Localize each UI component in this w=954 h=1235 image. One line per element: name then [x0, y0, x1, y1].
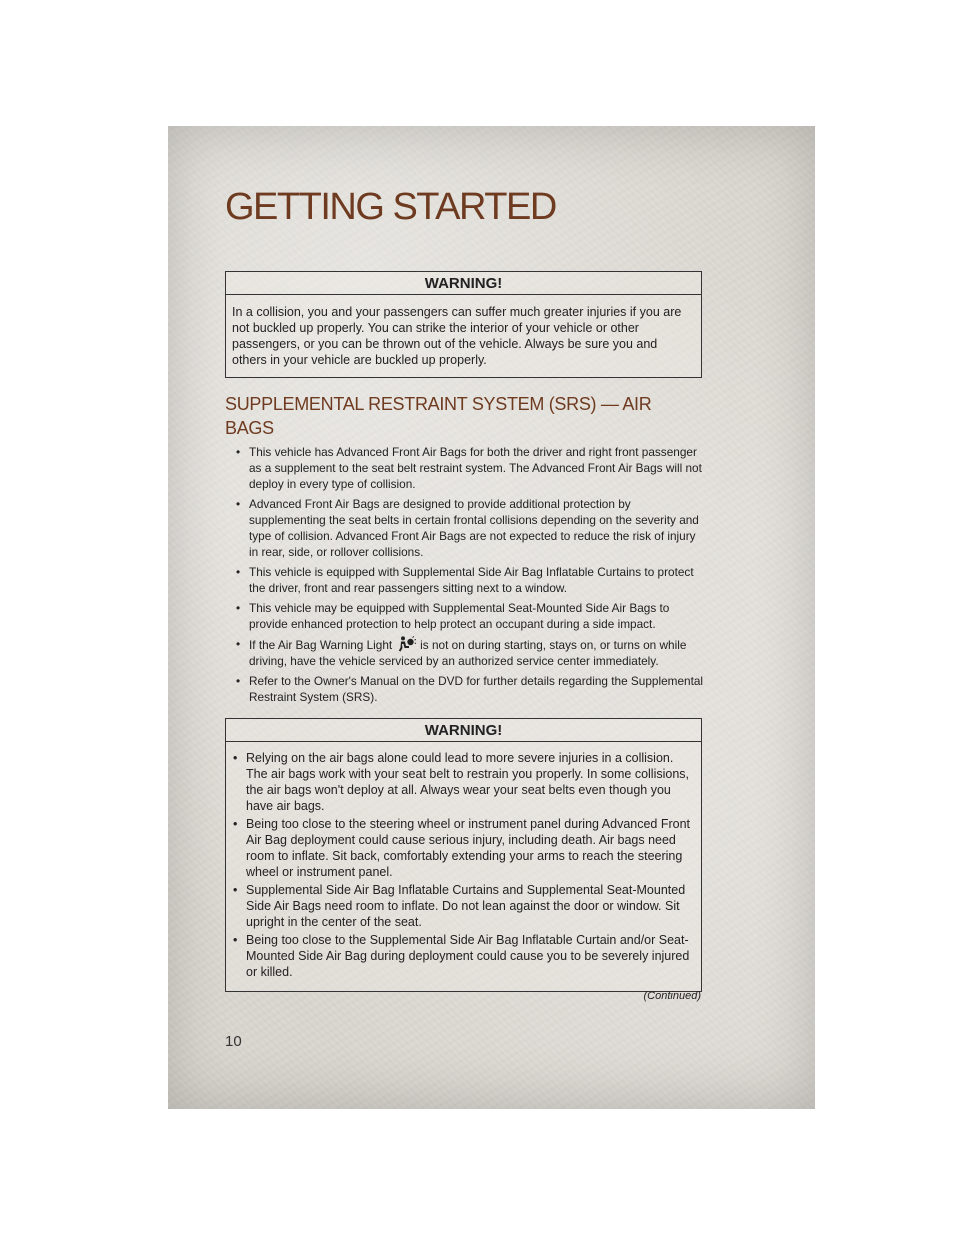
list-item: • This vehicle is equipped with Supplemental Side Air Bag Inflatable Curtains to protect the driver, front and rear passengers sitting next to a window.: [236, 564, 706, 596]
warning-light-text-before: If the Air Bag Warning Light: [249, 638, 393, 652]
warning-list: [226, 742, 701, 991]
list-item: • Refer to the Owner's Manual on the DVD for further details regarding the Supplemental Restraint System (SRS).: [236, 673, 706, 705]
continued-label: (Continued): [643, 990, 701, 1002]
airbag-bullet-list: [236, 444, 706, 709]
list-item-warning-light: [236, 636, 706, 669]
list-item: • Being too close to the steering wheel or instrument panel during Advanced Front Air Bag deployment could cause serious injury, including death. Air bags need room to inflate. Sit back, comfortably extending your arms to reach the steering wheel or instrument panel.: [232, 816, 693, 880]
list-item: • This vehicle has Advanced Front Air Bags for both the driver and right front passenger as a supplement to the seat belt restraint system. The Advanced Front Air Bags will not deploy in every type of collision.: [236, 444, 706, 492]
warning-text: In a collision, you and your passengers can suffer much greater injuries if you are not buckled up properly. You can strike the interior of your vehicle or other passengers, or you can be thrown out of the vehicle. Always be sure you and others in your vehicle are buckled up properly.: [232, 305, 682, 367]
warning-light-text-after: is not on during starting, stays on, or turns on while driving, have the vehicle serviced by an authorized service center immediately.: [249, 638, 687, 668]
warning-box-airbags: [225, 718, 702, 992]
manual-page: [168, 126, 815, 1109]
list-item: • Relying on the air bags alone could lead to more severe injuries in a collision. The air bags work with your seat belt to restrain you properly. In some collisions, the air bags won't deploy at all. Always wear your seat belts even though you have air bags.: [232, 750, 693, 814]
section-title: SUPPLEMENTAL RESTRAINT SYSTEM (SRS) — AIR BAGS: [225, 394, 652, 438]
list-item: • Being too close to the Supplemental Side Air Bag Inflatable Curtain and/or Seat-Mounted Side Air Bag during deployment could cause you to be severely injured or killed.: [232, 932, 693, 980]
warning-box-seatbelt: [225, 271, 702, 378]
warning-heading: WARNING!: [226, 719, 701, 742]
list-item: • This vehicle may be equipped with Supplemental Seat-Mounted Side Air Bags to provide enhanced protection to help protect an occupant during a side impact.: [236, 600, 706, 632]
air-bag-warning-light-icon: [396, 636, 416, 652]
list-item: • Supplemental Side Air Bag Inflatable Curtains and Supplemental Seat-Mounted Side Air Bags need room to inflate. Do not lean against the door or window. Sit upright in the center of the seat.: [232, 882, 693, 930]
warning-heading: WARNING!: [226, 272, 701, 295]
page-number: 10: [225, 1033, 242, 1050]
list-item: • Advanced Front Air Bags are designed to provide additional protection by supplementing the seat belts in certain frontal collisions depending on the severity and type of collision. Advanced Front Air Bags are not expected to reduce the risk of injury in rear, side, or rollover collisions.: [236, 496, 706, 560]
chapter-title: GETTING STARTED: [225, 186, 556, 228]
